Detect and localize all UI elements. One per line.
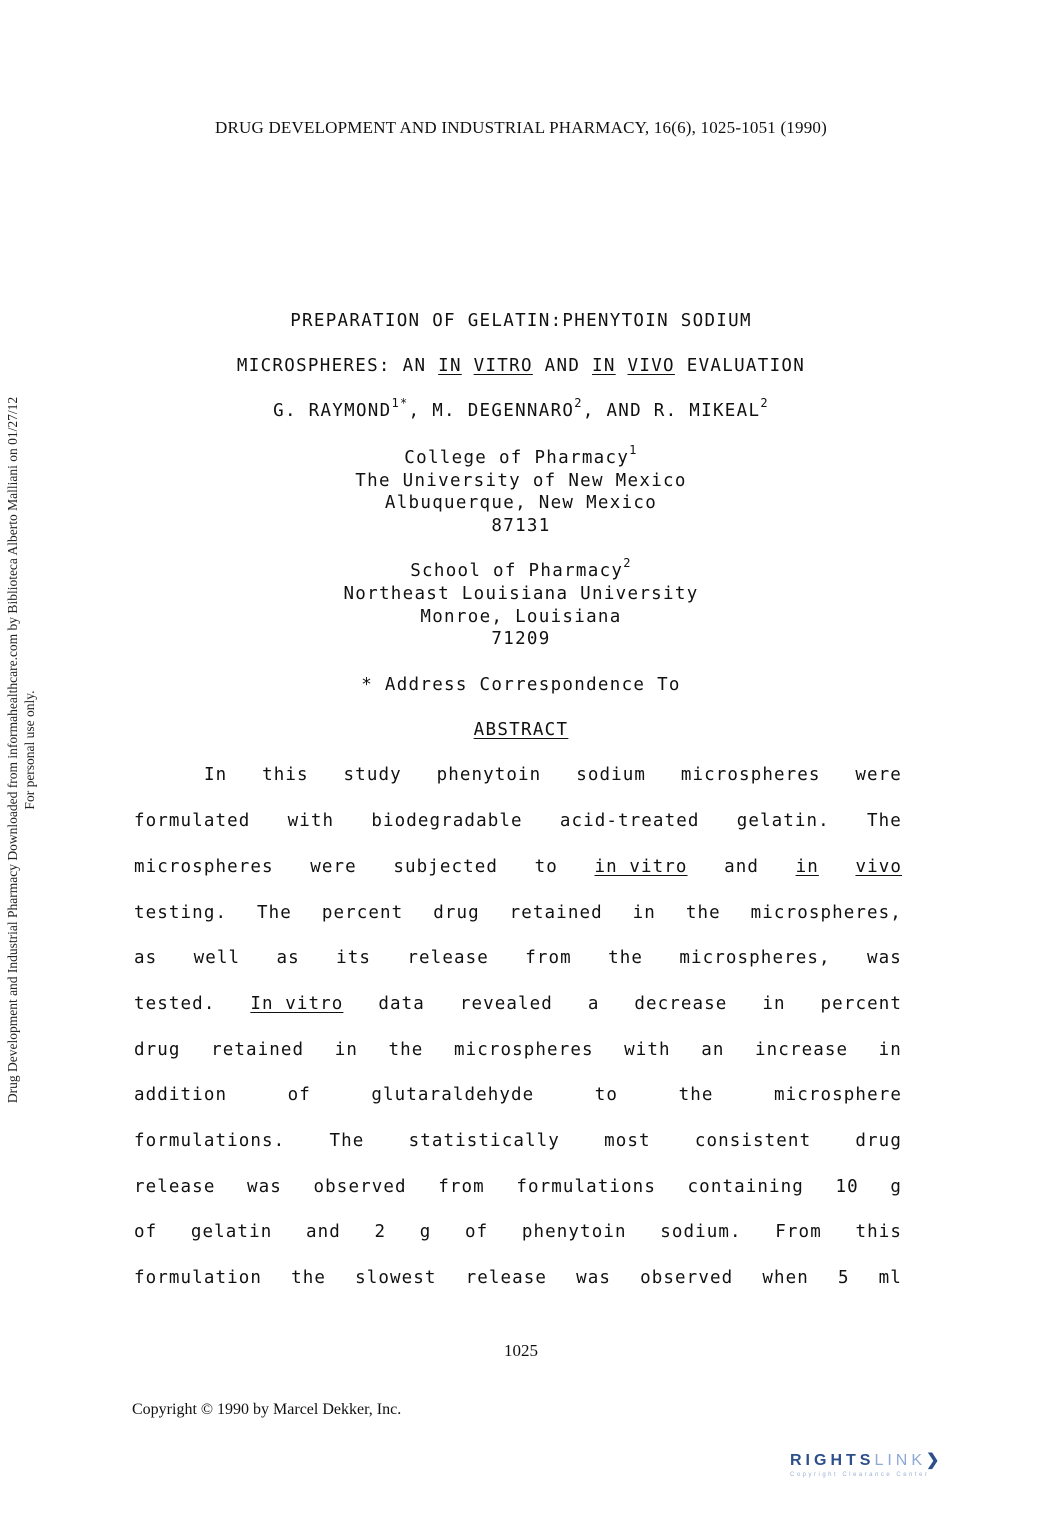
abstract-word: its: [336, 948, 372, 968]
abstract-word: In vitro: [250, 994, 344, 1014]
abstract-line: [134, 1177, 902, 1201]
rightslink-logo[interactable]: [790, 1450, 1030, 1490]
abstract-word: in: [795, 857, 819, 877]
abstract-word: release: [407, 948, 489, 968]
abstract-line: [134, 1040, 902, 1064]
title-in-1: IN: [438, 356, 462, 376]
author-3-sup: 2: [760, 396, 769, 410]
abstract-word: statistically: [408, 1131, 560, 1151]
abstract-word: most: [604, 1131, 651, 1151]
abstract-word: from: [525, 948, 572, 968]
abstract-word: sodium.: [660, 1222, 742, 1242]
abstract-word: was: [247, 1177, 282, 1197]
rightslink-bold: RIGHTS: [790, 1452, 875, 1469]
abstract-line: [134, 994, 902, 1018]
abstract-word: was: [576, 1268, 612, 1288]
abstract-word: as: [134, 948, 158, 968]
abstract-word: in: [878, 1040, 902, 1060]
watermark-line-2: For personal use only.: [22, 690, 37, 810]
abstract-word: from: [438, 1177, 485, 1197]
title-vivo: VIVO: [627, 356, 675, 376]
abstract-line: [134, 1085, 902, 1109]
abstract-word: was: [866, 948, 902, 968]
abstract-word: The: [257, 903, 292, 923]
abstract-word: 5: [837, 1268, 850, 1288]
abstract-word: increase: [755, 1040, 849, 1060]
abstract-word: the: [388, 1040, 424, 1060]
affiliation-2-sup: 2: [623, 556, 632, 570]
affiliation-2-line-2: Northeast Louisiana University: [343, 584, 699, 604]
abstract-line: [134, 948, 902, 972]
abstract-word: the: [608, 948, 644, 968]
abstract-word: drug: [855, 1131, 902, 1151]
abstract-word: revealed: [459, 994, 553, 1014]
abstract-word: gelatin.: [736, 811, 830, 831]
affiliation-1-name-text: College of Pharmacy: [404, 448, 630, 468]
watermark-line-1: Drug Development and Industrial Pharmacy Downloaded from informahealthcare.com by Biblioteca Alberto Malliani on 01/27/12: [5, 396, 20, 1104]
abstract-word: percent: [321, 903, 404, 923]
abstract-word: the: [678, 1085, 714, 1105]
title-line-2: [0, 356, 1042, 376]
abstract-word: the: [291, 1268, 326, 1288]
abstract-word: addition: [134, 1085, 228, 1105]
abstract-word: microspheres: [453, 1040, 594, 1060]
title-line-1: PREPARATION OF GELATIN:PHENYTOIN SODIUM: [290, 311, 752, 331]
abstract-word: g: [419, 1222, 432, 1242]
abstract-word: biodegradable: [371, 811, 523, 831]
abstract-line: [134, 857, 902, 881]
journal-header: DRUG DEVELOPMENT AND INDUSTRIAL PHARMACY, 16(6), 1025-1051 (1990): [215, 118, 827, 137]
abstract-word: formulations: [516, 1177, 656, 1197]
author-3: , AND R. MIKEAL: [582, 401, 761, 421]
abstract-word: were: [310, 857, 357, 877]
title-and: AND: [544, 356, 581, 376]
abstract-word: in: [762, 994, 786, 1014]
abstract-line: [134, 903, 902, 927]
abstract-line: [134, 1268, 902, 1292]
abstract-word: 2: [374, 1222, 387, 1242]
abstract-word: slowest: [355, 1268, 437, 1288]
abstract-word: to: [594, 1085, 619, 1105]
abstract-word: subjected: [393, 857, 499, 877]
abstract-word: data: [378, 994, 425, 1014]
abstract-word: release: [465, 1268, 548, 1288]
abstract-word: tested.: [134, 994, 216, 1014]
affiliation-2-name: [0, 556, 1042, 581]
download-watermark: [4, 310, 44, 1190]
correspondence-note: * Address Correspondence To: [361, 675, 681, 695]
abstract-line: [204, 765, 902, 789]
abstract-word: The: [867, 811, 902, 831]
abstract-word: observed: [313, 1177, 407, 1197]
abstract-word: to: [534, 857, 558, 877]
abstract-word: consistent: [694, 1131, 812, 1151]
abstract-heading: [0, 720, 1042, 740]
abstract-word: of: [134, 1222, 158, 1242]
abstract-word: glutaraldehyde: [371, 1085, 535, 1105]
abstract-word: microspheres: [134, 857, 274, 877]
abstract-word: vivo: [855, 857, 902, 877]
abstract-word: formulation: [134, 1268, 262, 1288]
abstract-word: release: [134, 1177, 216, 1197]
abstract-word: acid-treated: [559, 811, 700, 831]
abstract-word: percent: [820, 994, 902, 1014]
abstract-word: with: [287, 811, 335, 831]
title-in-2: IN: [592, 356, 616, 376]
abstract-word: well: [193, 948, 241, 968]
author-2-sup: 2: [574, 396, 583, 410]
abstract-word: The: [329, 1131, 365, 1151]
abstract-word: microsphere: [773, 1085, 902, 1105]
abstract-line: [134, 1131, 902, 1155]
author-line: [0, 396, 1042, 421]
abstract-word: study: [343, 765, 402, 785]
abstract-word: in: [334, 1040, 358, 1060]
abstract-word: decrease: [634, 994, 728, 1014]
affiliation-1-line-2: The University of New Mexico: [355, 471, 687, 491]
abstract-word: retained: [509, 903, 603, 923]
rightslink-arrow-icon: ❯: [926, 1452, 944, 1469]
affiliation-2-zip: 71209: [491, 629, 551, 649]
abstract-word: gelatin: [190, 1222, 273, 1242]
abstract-word: formulated: [134, 811, 251, 831]
abstract-word: sodium: [576, 765, 647, 785]
abstract-word: containing: [687, 1177, 804, 1197]
abstract-word: this: [855, 1222, 902, 1242]
abstract-word: a: [587, 994, 600, 1014]
abstract-word: with: [624, 1040, 671, 1060]
abstract-word: when: [762, 1268, 809, 1288]
affiliation-1-sup: 1: [629, 443, 638, 457]
abstract-word: were: [855, 765, 902, 785]
title-vitro: VITRO: [473, 356, 533, 376]
abstract-word: the: [685, 903, 721, 923]
abstract-word: as: [276, 948, 300, 968]
abstract-line: [134, 811, 902, 835]
abstract-word: and: [305, 1222, 341, 1242]
abstract-word: of: [287, 1085, 311, 1105]
title-prefix: MICROSPHERES: AN: [236, 356, 427, 376]
rightslink-light: LINK: [874, 1452, 927, 1469]
abstract-word: observed: [640, 1268, 734, 1288]
affiliation-1-line-3: Albuquerque, New Mexico: [384, 493, 658, 513]
abstract-word: microspheres,: [679, 948, 831, 968]
abstract-word: g: [890, 1177, 902, 1197]
title-suffix: EVALUATION: [686, 356, 806, 376]
abstract-word: microspheres,: [750, 903, 902, 923]
abstract-word: In: [204, 765, 228, 785]
abstract-word: From: [775, 1222, 822, 1242]
abstract-word: in: [632, 903, 656, 923]
page-number: 1025: [504, 1341, 538, 1360]
abstract-word: of: [464, 1222, 489, 1242]
abstract-word: this: [262, 765, 309, 785]
rightslink-wordmark: [790, 1450, 1030, 1470]
abstract-word: testing.: [134, 903, 228, 923]
abstract-word: and: [724, 857, 760, 877]
abstract-word: formulations.: [134, 1131, 286, 1151]
author-1-sup: 1*: [391, 396, 409, 410]
abstract-word: phenytoin: [436, 765, 542, 785]
abstract-word: 10: [835, 1177, 859, 1197]
abstract-word: microspheres: [680, 765, 821, 785]
abstract-word: ml: [878, 1268, 902, 1288]
abstract-word: phenytoin: [521, 1222, 627, 1242]
abstract-word: retained: [211, 1040, 305, 1060]
abstract-word: drug: [134, 1040, 181, 1060]
affiliation-2-line-3: Monroe, Louisiana: [420, 607, 622, 627]
author-2: , M. DEGENNARO: [408, 401, 575, 421]
copyright-notice: Copyright © 1990 by Marcel Dekker, Inc.: [132, 1401, 402, 1418]
abstract-word: an: [701, 1040, 725, 1060]
abstract-word: in vitro: [594, 857, 688, 877]
abstract-line: [134, 1222, 902, 1246]
author-1: G. RAYMOND: [273, 401, 392, 421]
rightslink-subtitle: Copyright Clearance Center: [790, 1472, 930, 1478]
abstract-word: drug: [433, 903, 480, 923]
abstract-heading-text: ABSTRACT: [473, 720, 569, 740]
affiliation-1-zip: 87131: [491, 516, 551, 536]
affiliation-2-name-text: School of Pharmacy: [410, 561, 624, 581]
affiliation-1-name: [0, 443, 1042, 468]
